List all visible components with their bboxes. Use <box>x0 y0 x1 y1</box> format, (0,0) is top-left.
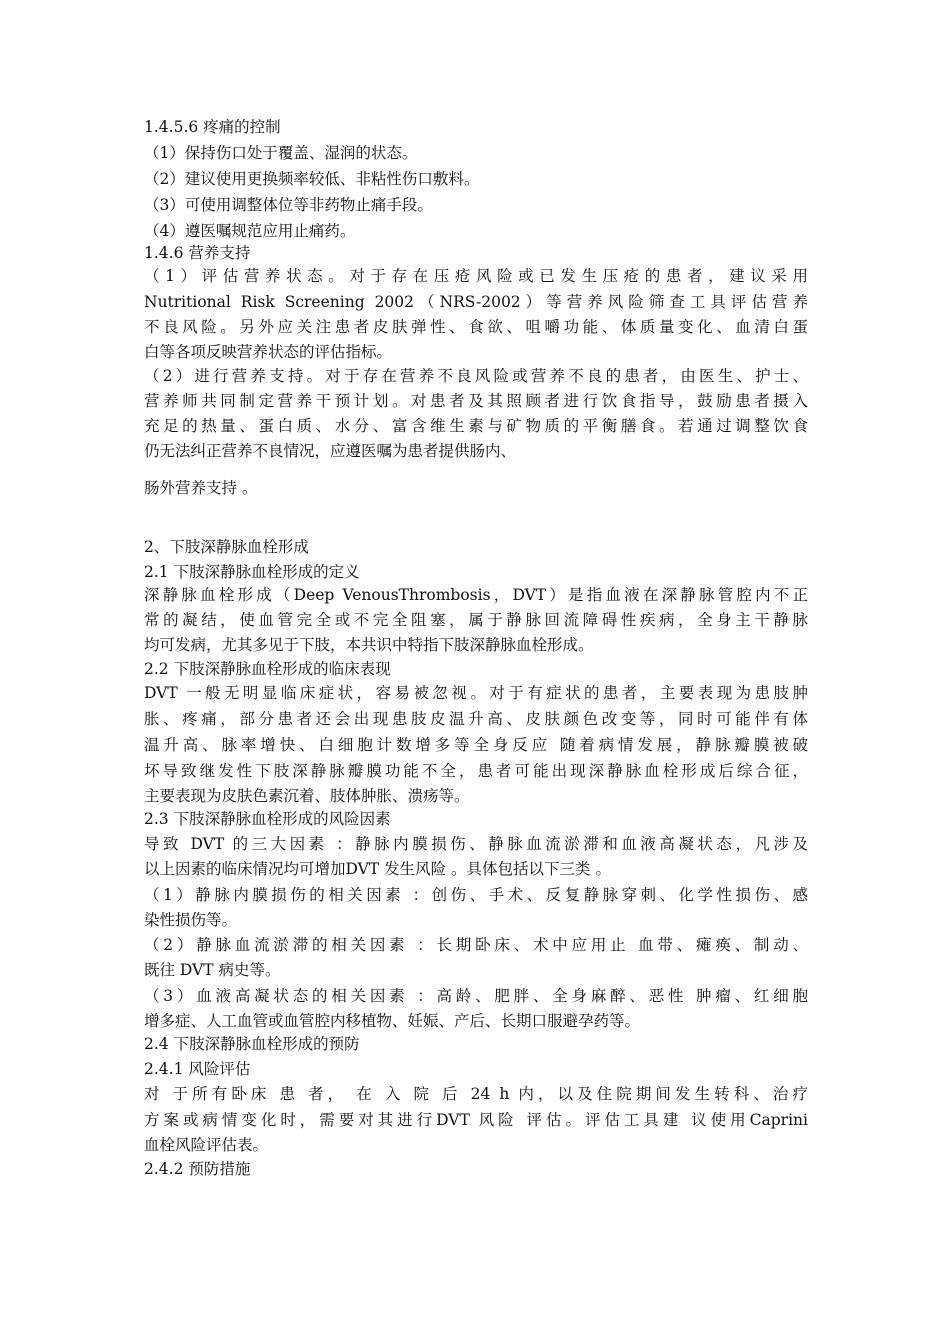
paragraph-line: 不良风险。另外应关注患者皮肤弹性、食欲、咀嚼功能、体质量变化、血清白蛋 <box>144 318 808 336</box>
heading-dvt-prevention: 2.4 下肢深静脉血栓形成的预防 <box>144 1035 360 1053</box>
paragraph-line: 均可发病，尤其多见于下肢，本共识中特指下肢深静脉血栓形成。 <box>144 636 594 654</box>
paragraph-line: 方案或病情变化时，需要对其进行DVT 风险 评估。评估工具建 议使用Caprini <box>144 1111 808 1129</box>
paragraph-line: 营养师共同制定营养干预计划。对患者及其照顾者进行饮食指导，鼓励患者摄入 <box>144 392 808 410</box>
paragraph-line: 导致 DVT 的三大因素 ：静脉内膜损伤、静脉血流淤滞和血液高凝状态，凡涉及 <box>144 835 808 853</box>
paragraph-line: 深静脉血栓形成（Deep VenousThrombosis，DVT）是指血液在深静脉管腔内不正 <box>144 586 808 604</box>
paragraph-line: 染性损伤等。 <box>144 911 238 929</box>
paragraph-line: 以上因素的临床情况均可增加DVT 发生风险 。具体包括以下三类 。 <box>144 860 611 878</box>
paragraph-line: （2）静脉血流淤滞的相关因素 ：长期卧床、术中应用止 血带、瘫痪、制动、 <box>144 936 808 954</box>
paragraph-line: Nutritional Risk Screening 2002（NRS-2002）等营养风险筛查工具评估营养 <box>144 293 808 311</box>
heading-dvt-clinical: 2.2 下肢深静脉血栓形成的临床表现 <box>144 660 391 678</box>
heading-prevention-measures: 2.4.2 预防措施 <box>144 1160 251 1178</box>
paragraph-line: 仍无法纠正营养不良情况，应遵医嘱为患者提供肠内、 <box>144 442 517 460</box>
paragraph-line: 血栓风险评估表。 <box>144 1136 269 1154</box>
paragraph-line: （2）进行营养支持。对于存在营养不良风险或营养不良的患者，由医生、护士、 <box>144 367 808 385</box>
paragraph-line: （4）遵医嘱规范应用止痛药。 <box>144 222 356 240</box>
paragraph-line: （1）保持伤口处于覆盖、湿润的状态。 <box>144 144 418 162</box>
paragraph-line: （2）建议使用更换频率较低、非粘性伤口敷料。 <box>144 170 480 188</box>
heading-dvt-definition: 2.1 下肢深静脉血栓形成的定义 <box>144 563 360 581</box>
paragraph-line: 胀、疼痛，部分患者还会出现患肢皮温升高、皮肤颜色改变等，同时可能伴有体 <box>144 710 808 728</box>
paragraph-line: （1）评估营养状态。对于存在压疮风险或已发生压疮的患者，建议采用 <box>144 267 808 285</box>
paragraph-line: 充足的热量、蛋白质、水分、富含维生素与矿物质的平衡膳食。若通过调整饮食 <box>144 417 808 435</box>
paragraph-line: 肠外营养支持 。 <box>144 479 258 497</box>
heading-nutrition-support: 1.4.6 营养支持 <box>144 244 251 262</box>
heading-pain-control: 1.4.5.6 疼痛的控制 <box>144 118 281 136</box>
paragraph-line: 温升高、脉率增快、白细胞计数增多等全身反应 随着病情发展，静脉瓣膜被破 <box>144 736 808 754</box>
paragraph-line: 既往 DVT 病史等。 <box>144 961 281 979</box>
paragraph-line: DVT 一般无明显临床症状，容易被忽视。对于有症状的患者，主要表现为患肢肿 <box>144 684 808 702</box>
paragraph-line: 主要表现为皮肤色素沉着、肢体肿胀、溃疡等。 <box>144 787 470 805</box>
paragraph-line: （3）可使用调整体位等非药物止痛手段。 <box>144 196 433 214</box>
paragraph-line: 增多症、人工血管或血管腔内移植物、妊娠、产后、长期口服避孕药等。 <box>144 1012 641 1030</box>
paragraph-line: 白等各项反映营养状态的评估指标。 <box>144 343 393 361</box>
paragraph-line: 常的凝结，使血管完全或不完全阻塞，属于静脉回流障碍性疾病，全身主干静脉 <box>144 611 808 629</box>
heading-risk-assessment: 2.4.1 风险评估 <box>144 1060 251 1078</box>
paragraph-line: 对 于所有卧床 患 者， 在 入 院 后 24 h 内，以及住院期间发生转科、治疗 <box>144 1085 808 1103</box>
heading-dvt-risk: 2.3 下肢深静脉血栓形成的风险因素 <box>144 810 391 828</box>
paragraph-line: （1）静脉内膜损伤的相关因素 ：创伤、手术、反复静脉穿刺、化学性损伤、感 <box>144 886 808 904</box>
paragraph-line: 坏导致继发性下肢深静脉瓣膜功能不全，患者可能出现深静脉血栓形成后综合征， <box>144 762 808 780</box>
heading-dvt: 2、下肢深静脉血栓形成 <box>144 538 309 556</box>
paragraph-line: （3）血液高凝状态的相关因素 ：高龄、肥胖、全身麻醉、恶性 肿瘤、红细胞 <box>144 987 808 1005</box>
